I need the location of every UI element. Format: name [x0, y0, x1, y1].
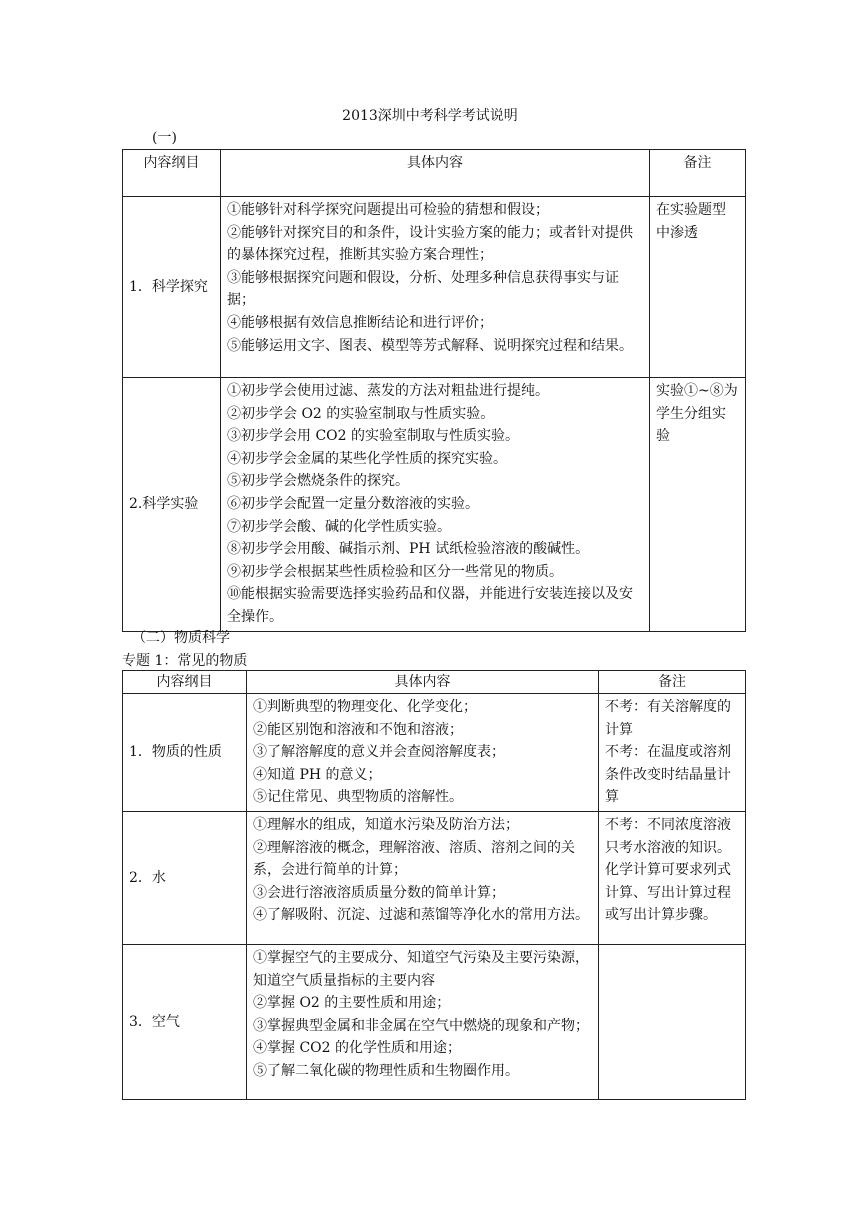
table-row — [123, 197, 746, 378]
table-scientific-inquiry — [122, 149, 746, 632]
row-topic: 3．空气 — [123, 944, 247, 1099]
table-row — [123, 811, 746, 944]
content-item: ⑤记住常见、典型物质的溶解性。 — [253, 789, 463, 806]
content-item: ③能够根据探究问题和假设，分析、处理多种信息获得事实与证据； — [227, 269, 619, 309]
row-note: 不考：有关溶解度的计算 不考：在温度或溶剂条件改变时结晶量计算 — [599, 694, 746, 812]
table-row — [123, 944, 746, 1099]
section-1-label: (一) — [152, 130, 177, 146]
content-item: ⑤能够运用文字、图表、模型等芳式解释、说明探究过程和结果。 — [227, 337, 633, 354]
row-note: 实验①~⑧为学生分组实验 — [650, 378, 746, 632]
row-note: 不考：不同浓度溶液只考水溶液的知识。化学计算可要求列式计算、写出计算过程或写出计算步骤。 — [599, 811, 746, 944]
content-item: ②理解溶液的概念，理解溶液、溶质、溶剂之间的关系，会进行简单的计算； — [253, 839, 575, 879]
content-item: ①理解水的组成，知道水污染及防治方法； — [253, 816, 519, 833]
content-item: ②能区别饱和溶液和不饱和溶液； — [253, 721, 463, 738]
content-item: ⑩能根据实验需要选择实验药品和仪器，并能进行安装连接以及安全操作。 — [227, 586, 633, 625]
content-item: ⑤了解二氧化碳的物理性质和生物圈作用。 — [253, 1062, 519, 1079]
content-item: ②掌握 O2 的主要性质和用途； — [253, 995, 451, 1012]
content-item: ②能够针对探究目的和条件，设计实验方案的能力；或者针对提供的暴体探究过程，推断其实验方案合理性； — [227, 224, 633, 264]
content-item: ④能够根据有效信息推断结论和进行评价； — [227, 314, 493, 331]
content-item: ⑧初步学会用酸、碱指示剂、PH 试纸检验溶液的酸碱性。 — [227, 541, 590, 558]
table-common-substances — [122, 670, 746, 1100]
row-topic: 1．科学探究 — [123, 197, 221, 378]
row-note — [599, 944, 746, 1099]
content-item: ⑥初步学会配置一定量分数溶液的实验。 — [227, 495, 479, 512]
content-item: ①能够针对科学探究问题提出可检验的猜想和假设； — [227, 202, 549, 218]
content-item: ③会进行溶液溶质质量分数的简单计算； — [253, 884, 505, 901]
row-topic: 2.科学实验 — [123, 378, 221, 632]
content-item: ①初步学会使用过滤、蒸发的方法对粗盐进行提纯。 — [227, 383, 549, 399]
table-row — [123, 378, 746, 632]
content-item: ③初步学会用 CO2 的实验室制取与性质实验。 — [227, 428, 519, 445]
table-row — [123, 694, 746, 812]
row-topic: 1．物质的性质 — [123, 694, 247, 812]
content-item: ④掌握 CO2 的化学性质和用途； — [253, 1040, 461, 1057]
content-item: ④了解吸附、沉淀、过滤和蒸馏等净化水的常用方法。 — [253, 907, 589, 924]
row-content — [247, 694, 599, 812]
content-item: ②初步学会 O2 的实验室制取与性质实验。 — [227, 405, 495, 422]
content-item: ③了解溶解度的意义并会查阅溶解度表； — [253, 744, 505, 761]
row-content — [221, 197, 650, 378]
section-2-label: （二）物质科学 — [132, 630, 230, 646]
row-content — [247, 944, 599, 1099]
header-outline: 内容纲目 — [123, 150, 221, 197]
content-item: ④知道 PH 的意义； — [253, 766, 382, 783]
content-item: ①判断典型的物理变化、化学变化； — [253, 699, 477, 715]
topic-1-label: 专题 1：常见的物质 — [122, 653, 248, 669]
row-topic: 2．水 — [123, 811, 247, 944]
header-content: 具体内容 — [221, 150, 650, 197]
table-header-row — [123, 150, 746, 197]
content-item: ①掌握空气的主要成分、知道空气污染及主要污染源，知道空气质量指标的主要内容 — [253, 949, 589, 989]
table-header-row — [123, 671, 746, 694]
header-notes: 备注 — [599, 671, 746, 694]
row-content — [247, 811, 599, 944]
content-item: ⑦初步学会酸、碱的化学性质实验。 — [227, 518, 451, 535]
content-item: ③掌握典型金属和非金属在空气中燃烧的现象和产物； — [253, 1017, 589, 1034]
header-content: 具体内容 — [247, 671, 599, 694]
document-title: 2013深圳中考科学考试说明 — [342, 108, 518, 124]
content-item: ⑨初步学会根据某些性质检验和区分一些常见的物质。 — [227, 563, 563, 580]
content-item: ⑤初步学会燃烧条件的探究。 — [227, 473, 409, 490]
row-note: 在实验题型中渗透 — [650, 197, 746, 378]
header-outline: 内容纲目 — [123, 671, 247, 694]
row-content — [221, 378, 650, 632]
content-item: ④初步学会金属的某些化学性质的探究实验。 — [227, 450, 507, 467]
header-notes: 备注 — [650, 150, 746, 197]
